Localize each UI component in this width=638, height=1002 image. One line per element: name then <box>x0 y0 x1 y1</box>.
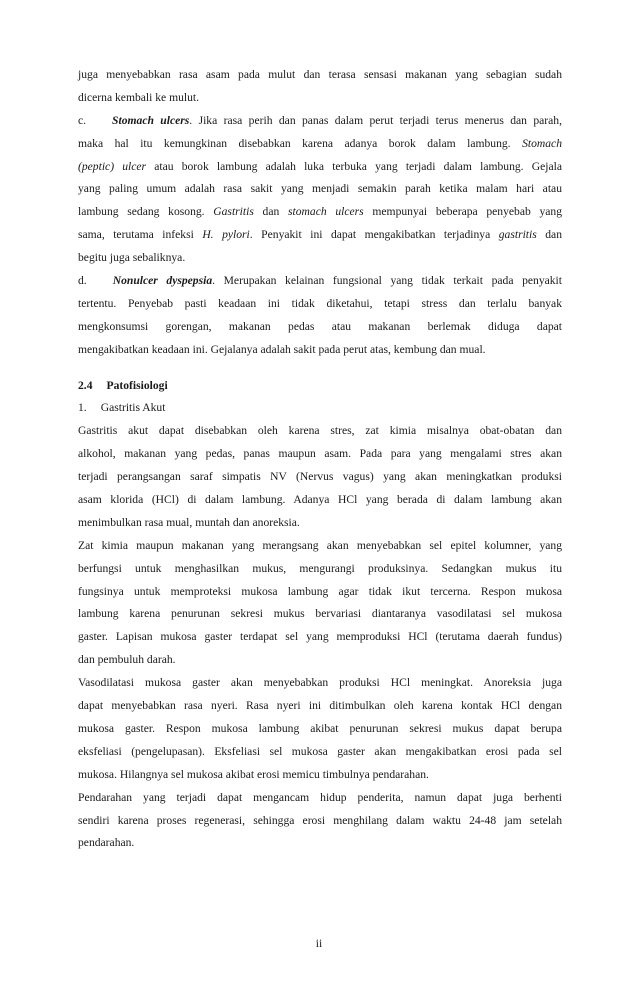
text-line <box>78 156 562 179</box>
paragraph-line: sendiri karena proses regenerasi, sehingga erosi menghilang dalam waktu 24-48 jam setelah <box>78 813 562 827</box>
list-item-c <box>78 110 562 133</box>
subsection-number: 1. <box>78 401 87 415</box>
term-italic: gastritis <box>498 228 537 242</box>
paragraph-line: eksfeliasi (pengelupasan). Eksfeliasi sel mukosa gaster akan mengakibatkan erosi pada sel <box>78 744 562 758</box>
term-italic: (peptic) ulcer <box>78 159 147 173</box>
text-line: dicerna kembali ke mulut. <box>78 90 200 104</box>
text-segment: atau borok lambung adalah luka terbuka yang terjadi dalam lambung. Gejala <box>146 159 562 173</box>
paragraph-line: menimbulkan rasa mual, muntah dan anoreksia. <box>78 515 300 529</box>
term-italic: Gastritis <box>213 205 254 219</box>
section-title: Patofisiologi <box>106 378 168 392</box>
text-line: yang paling umum adalah rasa sakit yang menjadi semakin parah ketika malam hari atau <box>78 182 562 196</box>
paragraph-line: alkohol, makanan yang pedas, panas maupun asam. Pada para yang mengalami stres akan <box>78 447 562 461</box>
term-stomach-ulcers: Stomach ulcers <box>112 113 190 127</box>
paragraph-line: lambung karena penurunan sekresi mukus bervariasi diantaranya vasodilatasi sel mukosa <box>78 607 562 621</box>
text-line: juga menyebabkan rasa asam pada mulut dan terasa sensasi makanan yang sebagian sudah <box>78 68 562 81</box>
list-label: c. <box>78 113 87 127</box>
text-segment: dan <box>253 205 288 219</box>
subsection-heading <box>78 397 562 420</box>
paragraph-line: Zat kimia maupun makanan yang merangsang akan menyebabkan sel epitel kolumner, yang <box>78 538 562 552</box>
term-italic: H. pylori <box>202 228 250 242</box>
paragraph-line: terjadi perangsangan saraf simpatis NV (Nervus vagus) yang akan meningkatkan produksi <box>78 470 562 484</box>
text-line <box>78 201 562 224</box>
text-line: mengkonsumsi gorengan, makanan pedas atau makanan berlemak diduga dapat <box>78 319 562 333</box>
term-italic: Stomach <box>522 136 562 150</box>
paragraph-line: fungsinya untuk memproteksi mukosa lambung agar tidak ikut tercerna. Respon mukosa <box>78 584 562 598</box>
page-number: ii <box>315 937 323 950</box>
paragraph-line: mukosa gaster. Respon mukosa lambung akibat penurunan sekresi mukus dapat berupa <box>78 721 562 735</box>
list-item-d <box>78 270 562 293</box>
section-number: 2.4 <box>78 378 93 392</box>
text-segment: mempunyai beberapa penyebab yang <box>363 205 563 219</box>
text-line <box>78 224 562 247</box>
text-segment: dan <box>536 228 562 242</box>
paragraph-line: mukosa. Hilangnya sel mukosa akibat erosi memicu timbulnya pendarahan. <box>78 767 429 781</box>
text-segment: . Merupakan kelainan fungsional yang tidak terkait pada penyakit <box>212 274 562 288</box>
text-segment: . Jika rasa perih dan panas dalam perut terjadi terus menerus dan parah, <box>189 113 563 127</box>
paragraph-line: Gastritis akut dapat disebabkan oleh karena stres, zat kimia misalnya obat-obatan dan <box>78 424 562 438</box>
paragraph-line: pendarahan. <box>78 836 135 850</box>
text-line: tertentu. Penyebab pasti keadaan ini tidak diketahui, tetapi stress dan terlalu banyak <box>78 296 562 310</box>
section-gap <box>78 362 562 375</box>
paragraph-line: Pendarahan yang terjadi dapat mengancam hidup penderita, namun dapat juga berhenti <box>78 790 562 804</box>
paragraph-line: dan pembuluh darah. <box>78 653 176 667</box>
paragraph-line: Vasodilatasi mukosa gaster akan menyebabkan produksi HCl meningkat. Anoreksia juga <box>78 676 562 690</box>
text-line: mengakibatkan keadaan ini. Gejalanya adalah sakit pada perut atas, kembung dan mual. <box>78 342 486 356</box>
text-line <box>78 133 562 156</box>
section-heading <box>78 375 562 398</box>
paragraph-line: berfungsi untuk menghasilkan mukus, mengurangi produksinya. Sedangkan mukus itu <box>78 561 562 575</box>
list-label: d. <box>78 274 87 288</box>
paragraph-line: asam klorida (HCl) di dalam lambung. Adanya HCl yang berada di dalam lambung akan <box>78 493 562 507</box>
subsection-title: Gastritis Akut <box>100 401 166 415</box>
paragraph-line: gaster. Lapisan mukosa gaster terdapat sel yang memproduksi HCl (terutama daerah fundus) <box>78 630 562 644</box>
text-segment: maka hal itu kemungkinan disebabkan karena adanya borok dalam lambung. <box>78 136 511 150</box>
term-italic: stomach ulcers <box>288 205 364 219</box>
text-segment: sama, terutama infeksi <box>78 228 203 242</box>
page-content <box>78 64 562 855</box>
text-segment: lambung sedang kosong. <box>78 205 214 219</box>
term-nonulcer-dyspepsia: Nonulcer dyspepsia <box>112 274 213 288</box>
paragraph-line: dapat menyebabkan rasa nyeri. Rasa nyeri ini ditimbulkan oleh karena kontak HCl dengan <box>78 699 562 713</box>
text-line: begitu juga sebaliknya. <box>78 251 186 265</box>
text-segment: . Penyakit ini dapat mengakibatkan terjadinya <box>249 228 499 242</box>
